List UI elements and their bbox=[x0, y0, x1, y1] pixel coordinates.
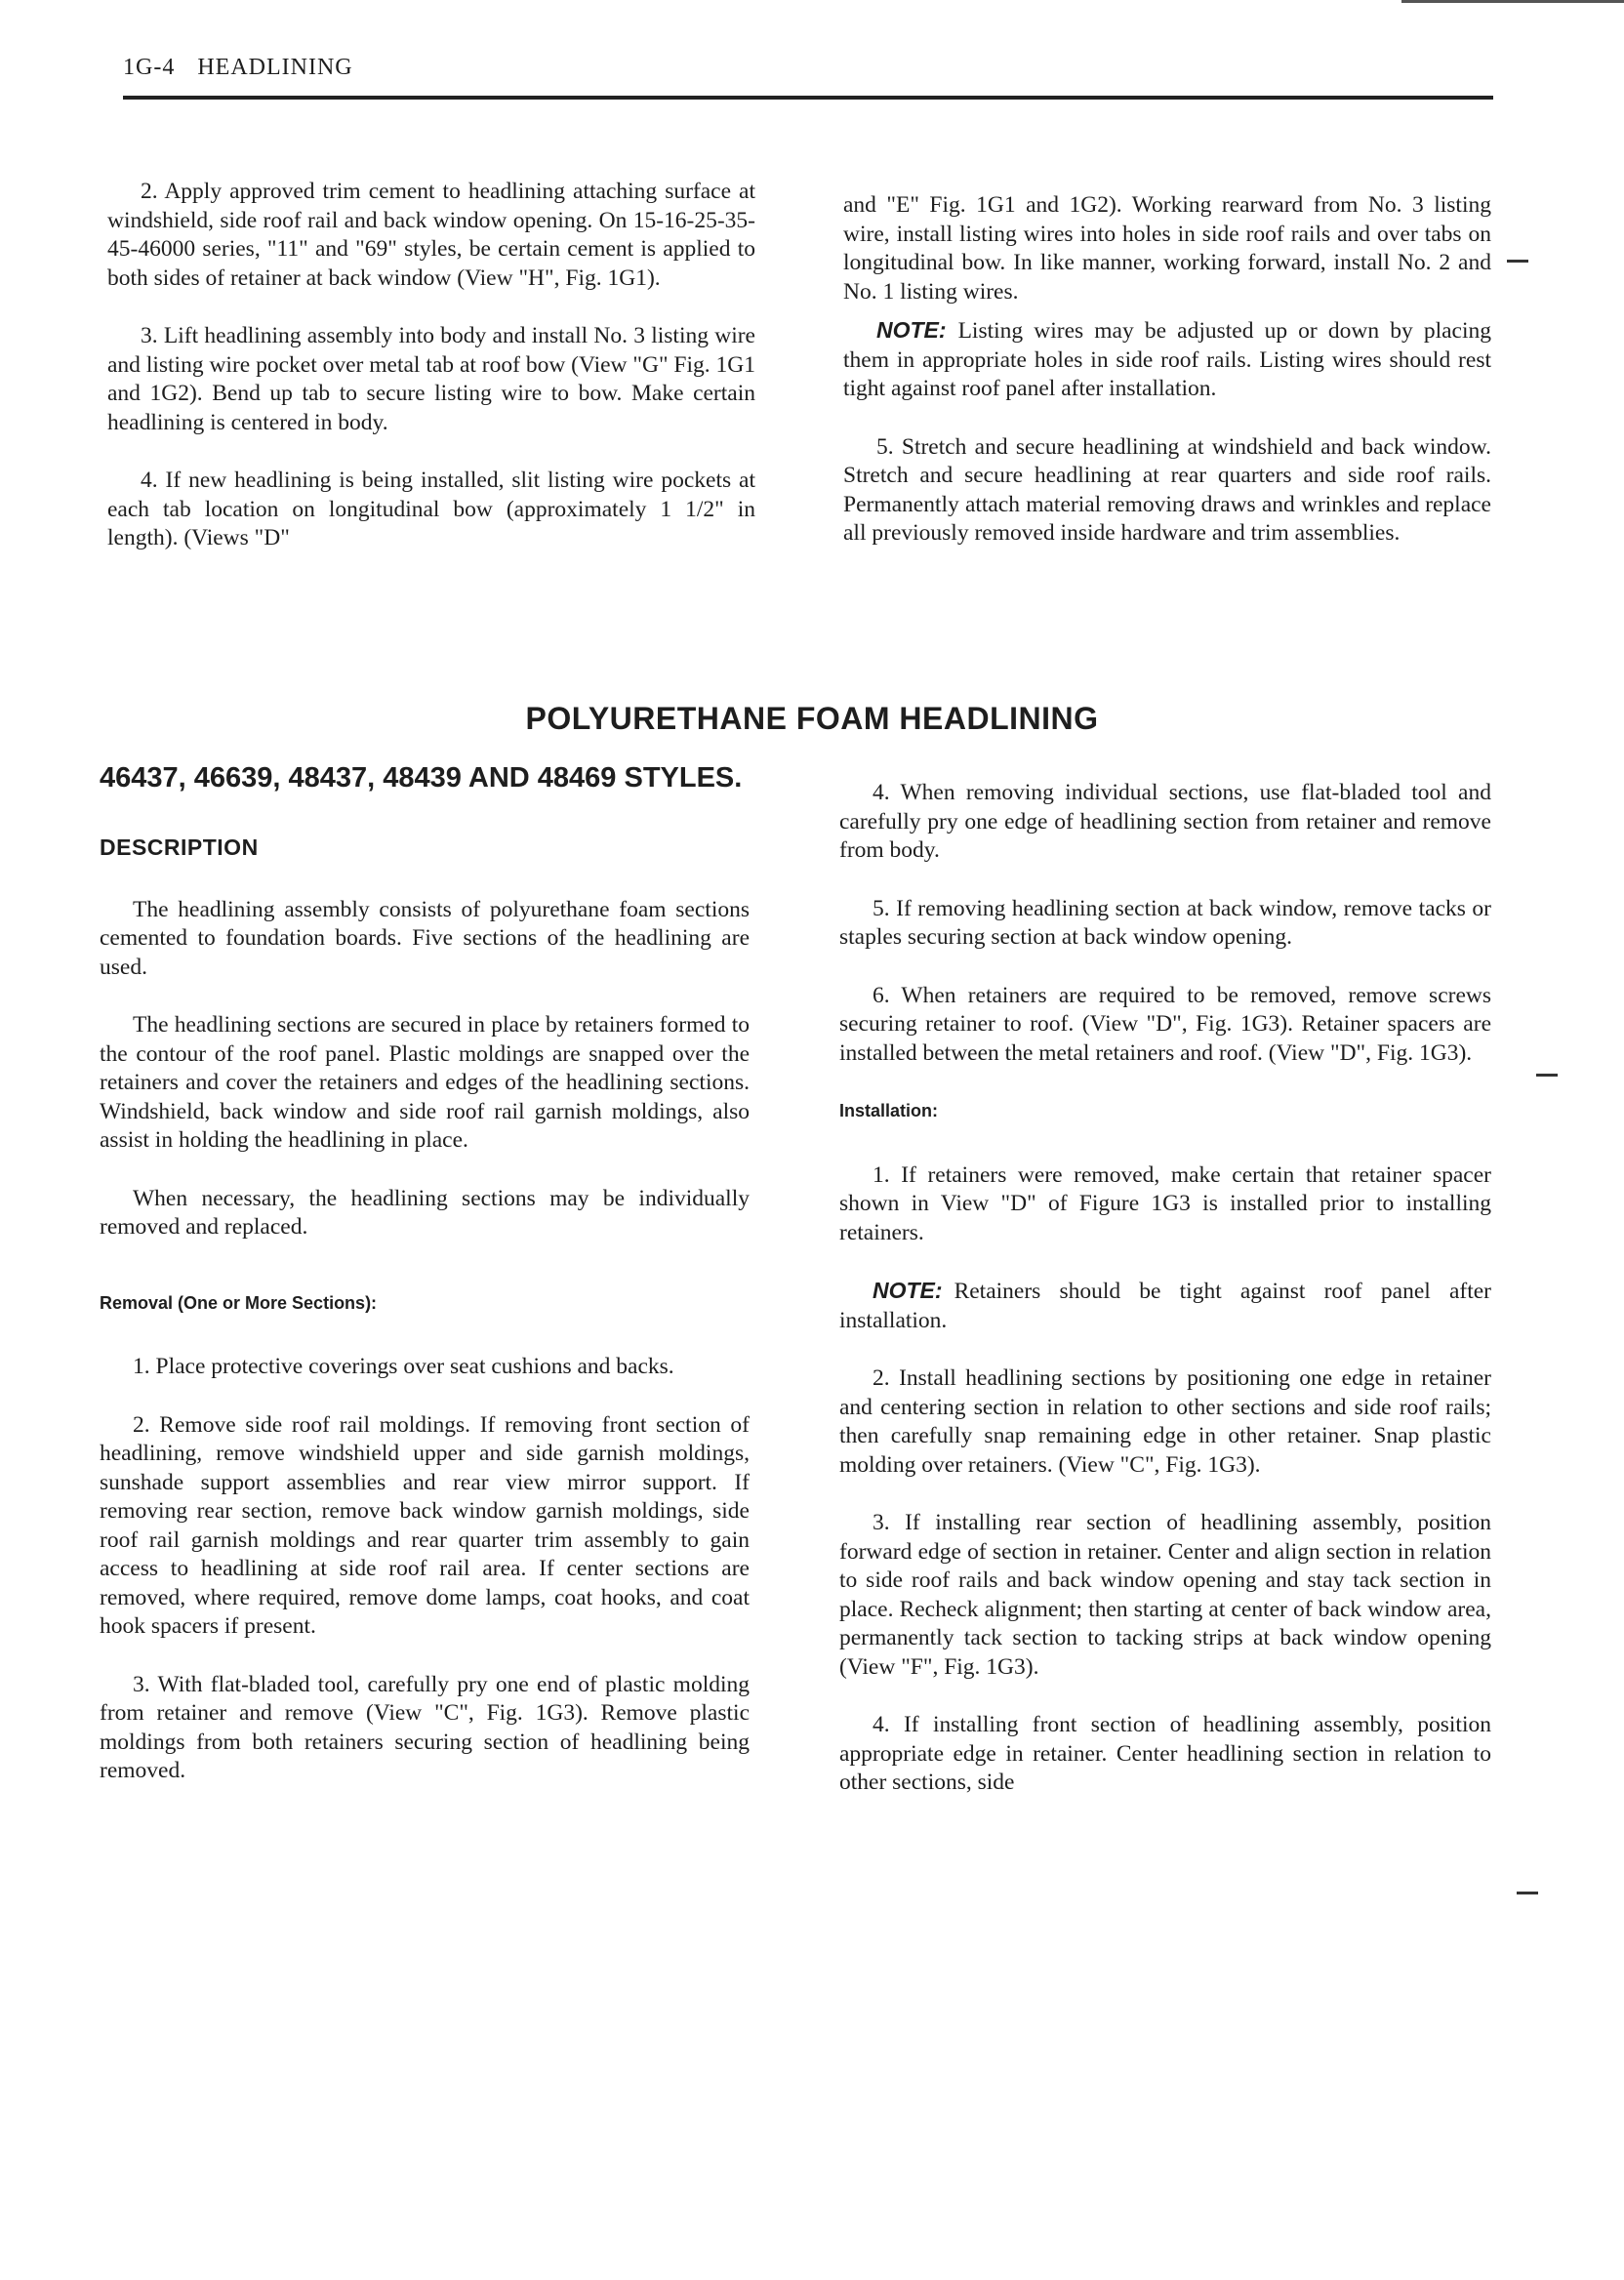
install-note-text: Retainers should be tight against roof panel after installation. bbox=[839, 1279, 1491, 1333]
paragraph-step-5: 5. Stretch and secure headlining at windshield and back window. Stretch and secure headlining at rear quarters and side roof rails. Permanently attach material removing draws and wrinkles and replace all previously removed inside hardware and trim assemblies. bbox=[843, 433, 1491, 546]
top-right-column bbox=[843, 191, 1491, 578]
description-heading: DESCRIPTION bbox=[100, 835, 259, 860]
paragraph-step-4: 4. If new headlining is being installed, slit listing wire pockets at each tab location on longitudinal bow (approximately 1 1/2" in length). (Views "D" bbox=[107, 468, 755, 550]
top-corner-rule bbox=[1401, 0, 1624, 3]
note-text: Listing wires may be adjusted up or down by placing them in appropriate holes in side roof rails. Listing wires should rest tight against roof panel after installation. bbox=[843, 318, 1491, 401]
top-left-column bbox=[107, 178, 755, 583]
lower-left-column bbox=[100, 761, 750, 1815]
removal-step-4: 4. When removing individual sections, use flat-bladed tool and carefully pry one edge of headlining section from retainer and remove from body. bbox=[839, 780, 1491, 863]
margin-mark bbox=[1517, 1892, 1538, 1894]
paragraph-step-3: 3. Lift headlining assembly into body and install No. 3 listing wire and listing wire pocket over metal tab at roof bow (View "G" Fig. 1G1 and 1G2). Bend up tab to secure listing wire to bow. Make certain headlining is centered in body. bbox=[107, 323, 755, 435]
note-label: NOTE: bbox=[876, 317, 947, 343]
paragraph-continuation: and "E" Fig. 1G1 and 1G2). Working rearward from No. 3 listing wire, install listing wires into holes in side roof rails and over tabs on longitudinal bow. In like manner, working forward, install No. 2 and No. 1 listing wires. bbox=[843, 192, 1491, 305]
margin-mark bbox=[1536, 1074, 1558, 1077]
paragraph-step-2: 2. Apply approved trim cement to headlining attaching surface at windshield, side roof rail and back window opening. On 15-16-25-35-45-46000 series, "11" and "69" styles, be certain cement is applied to both sides of retainer at back window (View "H", Fig. 1G1). bbox=[107, 179, 755, 291]
install-step-1: 1. If retainers were removed, make certain that retainer spacer shown in View "D" of Figure 1G3 is installed prior to installing retainers. bbox=[839, 1161, 1491, 1245]
section-title: POLYURETHANE FOAM HEADLINING bbox=[525, 701, 1099, 736]
install-step-4: 4. If installing front section of headlining assembly, position appropriate edge in retainer. Center headlining section in relation to other sections, side bbox=[839, 1712, 1491, 1795]
page-header bbox=[123, 55, 353, 81]
install-step-2: 2. Install headlining sections by positioning one edge in retainer and centering section in relation to other sections and side roof rails; then carefully snap remaining edge in other retainer. Snap plastic molding over retainers. (View "C", Fig. 1G3). bbox=[839, 1365, 1491, 1478]
header-rule bbox=[123, 96, 1493, 100]
description-paragraph-2: The headlining sections are secured in place by retainers formed to the contour of the roof panel. Plastic moldings are snapped over the retainers and cover the retainers and edges of the headlining sections. Windshield, back window and side roof rail garnish moldings, also assist in holding the headlining in place. bbox=[100, 1012, 750, 1153]
running-title: HEADLINING bbox=[197, 55, 353, 80]
removal-step-2: 2. Remove side roof rail moldings. If removing front section of headlining, remove windshield upper and side garnish moldings, sunshade support assemblies and rear view mirror support. If removing rear section, remove back window garnish moldings, side roof rail garnish moldings and rear quarter trim assembly to gain access to headlining at side roof rail area. If center sections are removed, where required, remove dome lamps, coat hooks, and coat hook spacers if present. bbox=[100, 1411, 750, 1639]
removal-step-3: 3. With flat-bladed tool, carefully pry one end of plastic molding from retainer and remove (View "C", Fig. 1G3). Remove plastic moldings from both retainers securing section of headlining being removed. bbox=[100, 1671, 750, 1783]
removal-step-1: 1. Place protective coverings over seat cushions and backs. bbox=[133, 1354, 674, 1379]
install-note bbox=[839, 1277, 1491, 1335]
removal-step-6: 6. When retainers are required to be removed, remove screws securing retainer to roof. (View "D", Fig. 1G3). Retainer spacers are installed between the metal retainers and roof. (View "D", Fig. 1G3). bbox=[839, 982, 1491, 1066]
install-note-label: NOTE: bbox=[873, 1278, 943, 1303]
description-paragraph-1: The headlining assembly consists of polyurethane foam sections cemented to foundation boards. Five sections of the headlining are used. bbox=[100, 896, 750, 980]
margin-mark bbox=[1507, 260, 1528, 263]
installation-heading: Installation: bbox=[839, 1101, 939, 1120]
removal-heading: Removal (One or More Sections): bbox=[100, 1292, 378, 1313]
description-paragraph-3: When necessary, the headlining sections may be individually removed and replaced. bbox=[100, 1185, 750, 1240]
note-listing-wires bbox=[843, 316, 1491, 404]
page-number: 1G-4 bbox=[123, 55, 176, 80]
removal-step-5: 5. If removing headlining section at back window, remove tacks or staples securing section at back window opening. bbox=[839, 895, 1491, 950]
install-step-3: 3. If installing rear section of headlining assembly, position forward edge of section in retainer. Center and align section in relation to side roof rails and back window opening and stay tack section in place. Recheck alignment; then starting at center of back window area, permanently tack section to tacking strips at back window opening (View "F", Fig. 1G3). bbox=[839, 1510, 1491, 1680]
styles-heading: 46437, 46639, 48437, 48439 AND 48469 STYLES. bbox=[100, 762, 743, 794]
lower-right-column bbox=[839, 779, 1491, 1827]
